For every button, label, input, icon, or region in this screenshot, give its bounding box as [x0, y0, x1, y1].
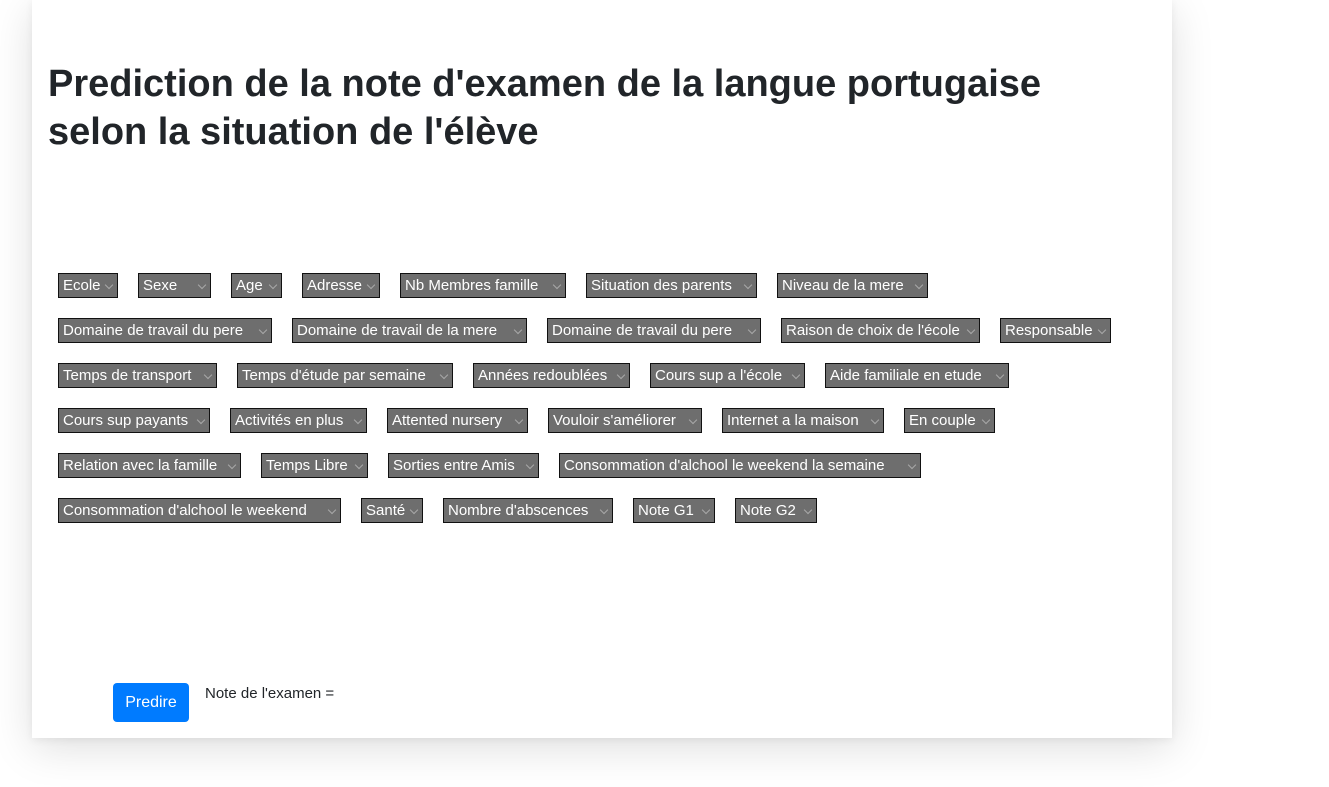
select-responsable[interactable]: Responsable — [1000, 318, 1111, 343]
form-row-1 — [58, 273, 1138, 298]
select-sante[interactable]: Santé — [361, 498, 423, 523]
select-sexe[interactable]: Sexe — [138, 273, 211, 298]
page-title: Prediction de la note d'examen de la langue portugaise selon la situation de l'élève — [48, 63, 1042, 153]
main-card — [32, 0, 1172, 738]
select-cours-sup-ecole[interactable]: Cours sup a l'école — [650, 363, 805, 388]
form-row-6 — [58, 498, 1138, 523]
feature-form — [58, 273, 1138, 543]
select-temps-transport[interactable]: Temps de transport — [58, 363, 217, 388]
result-label: Note de l'examen = — [205, 685, 335, 702]
select-niveau-mere[interactable]: Niveau de la mere — [777, 273, 928, 298]
select-relation-famille[interactable]: Relation avec la famille — [58, 453, 241, 478]
form-row-2 — [58, 318, 1138, 343]
select-internet-maison[interactable]: Internet a la maison — [722, 408, 884, 433]
select-age[interactable]: Age — [231, 273, 282, 298]
select-vouloir-ameliorer[interactable]: Vouloir s'améliorer — [548, 408, 702, 433]
select-temps-etude[interactable]: Temps d'étude par semaine — [237, 363, 453, 388]
select-nombre-absences[interactable]: Nombre d'abscences — [443, 498, 613, 523]
form-row-4 — [58, 408, 1138, 433]
select-alcool-semaine[interactable]: Consommation d'alchool le weekend la semaine — [559, 453, 921, 478]
select-travail-pere-2[interactable]: Domaine de travail du pere — [547, 318, 761, 343]
select-adresse[interactable]: Adresse — [302, 273, 380, 298]
select-note-g1[interactable]: Note G1 — [633, 498, 715, 523]
form-row-3 — [58, 363, 1138, 388]
select-alcool-weekend[interactable]: Consommation d'alchool le weekend — [58, 498, 341, 523]
select-travail-mere[interactable]: Domaine de travail de la mere — [292, 318, 527, 343]
select-ecole[interactable]: Ecole — [58, 273, 118, 298]
select-annees-redoublees[interactable]: Années redoublées — [473, 363, 630, 388]
select-nb-membres-famille[interactable]: Nb Membres famille — [400, 273, 566, 298]
predict-button[interactable]: Predire — [113, 683, 189, 722]
select-attented-nursery[interactable]: Attented nursery — [387, 408, 528, 433]
select-en-couple[interactable]: En couple — [904, 408, 995, 433]
select-travail-pere[interactable]: Domaine de travail du pere — [58, 318, 272, 343]
select-temps-libre[interactable]: Temps Libre — [261, 453, 368, 478]
select-note-g2[interactable]: Note G2 — [735, 498, 817, 523]
select-raison-choix-ecole[interactable]: Raison de choix de l'école — [781, 318, 980, 343]
form-row-5 — [58, 453, 1138, 478]
select-activites-en-plus[interactable]: Activités en plus — [230, 408, 367, 433]
select-cours-sup-payants[interactable]: Cours sup payants — [58, 408, 210, 433]
select-sorties-amis[interactable]: Sorties entre Amis — [388, 453, 539, 478]
select-situation-parents[interactable]: Situation des parents — [586, 273, 757, 298]
select-aide-familiale[interactable]: Aide familiale en etude — [825, 363, 1009, 388]
